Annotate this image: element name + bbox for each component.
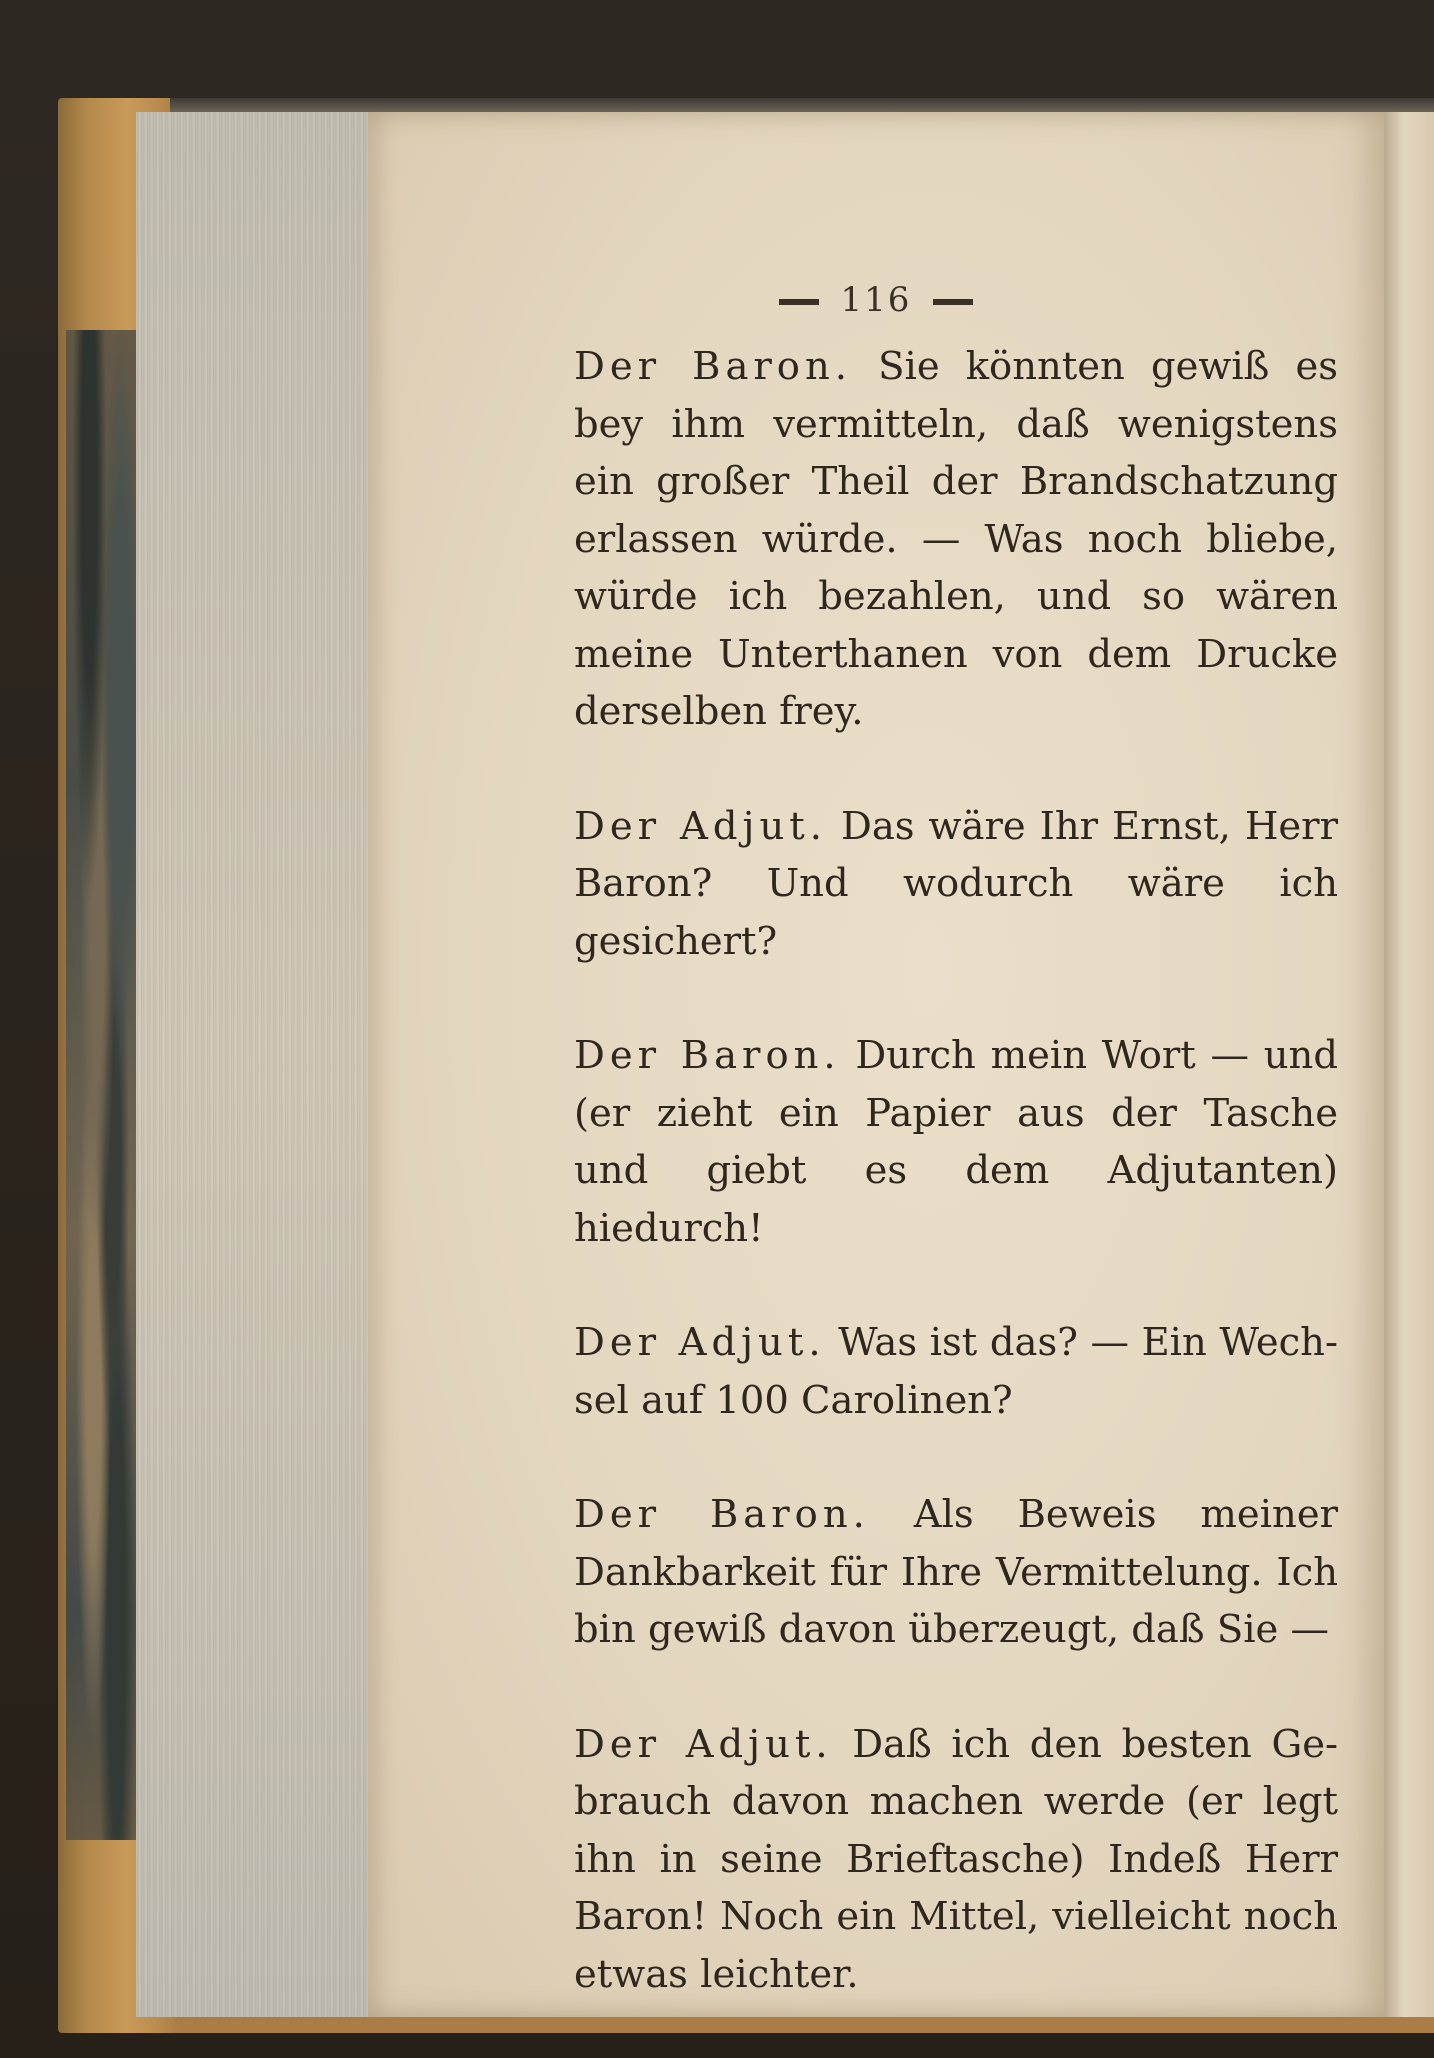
dialogue-text: Sie könnten gewiß es bey ihm vermitteln, daß wenigstens ein großer Theil der Brandschatzung erlassen würde. — Was noch bliebe, würde ich bezahlen, und so wären meine Unterthanen von dem Drucke derselben frey. — [574, 344, 1338, 734]
dialogue-paragraph — [574, 338, 1338, 741]
book-page — [368, 112, 1384, 2017]
dialogue-paragraph — [574, 1716, 1338, 2004]
speaker-name: Der Baron. — [574, 1492, 870, 1537]
binding-top-edge — [170, 98, 1434, 112]
dialogue-text: Als Beweis meiner Dankbarkeit für Ihre Vermittelung. Ich bin gewiß davon überzeugt, daß Sie — — [574, 1492, 1339, 1652]
dialogue-paragraph — [574, 798, 1338, 971]
page-block-edges — [136, 112, 368, 2017]
facing-page-edge — [1384, 112, 1434, 2017]
speaker-name: Der Adjut. — [574, 1320, 826, 1365]
speaker-name: Der Baron. — [574, 1033, 841, 1078]
header-rule-left — [779, 299, 819, 305]
dialogue-paragraph — [574, 1027, 1338, 1257]
speaker-name: Der Baron. — [574, 344, 853, 389]
speaker-name: Der Adjut. — [574, 803, 827, 849]
dialogue-text: Was ist das? — Ein Wechsel auf 100 Carolinen? — [574, 1320, 1338, 1423]
speaker-name: Der Adjut. — [574, 1721, 833, 1767]
page-number: 116 — [840, 280, 912, 320]
dialogue-text: Durch mein Wort — und (er zieht ein Papier aus der Tasche und giebt es dem Adjutanten) hiedurch! — [574, 1033, 1338, 1251]
dialogue-text: Das wäre Ihr Ernst, Herr Baron? Und wodurch wäre ich gesichert? — [574, 803, 1338, 964]
page-header — [368, 280, 1384, 320]
dialogue-text: Daß ich den besten Gebrauch davon machen werde (er legt ihn in seine Brieftasche) Indeß Herr Baron! Noch ein Mittel, vielleicht noch etwas leichter. — [574, 1721, 1338, 1997]
page-text — [574, 338, 1338, 2058]
marbled-cover-paper — [66, 330, 144, 1840]
header-rule-right — [933, 299, 973, 305]
dialogue-paragraph — [574, 1486, 1338, 1659]
dialogue-paragraph — [574, 1314, 1338, 1429]
